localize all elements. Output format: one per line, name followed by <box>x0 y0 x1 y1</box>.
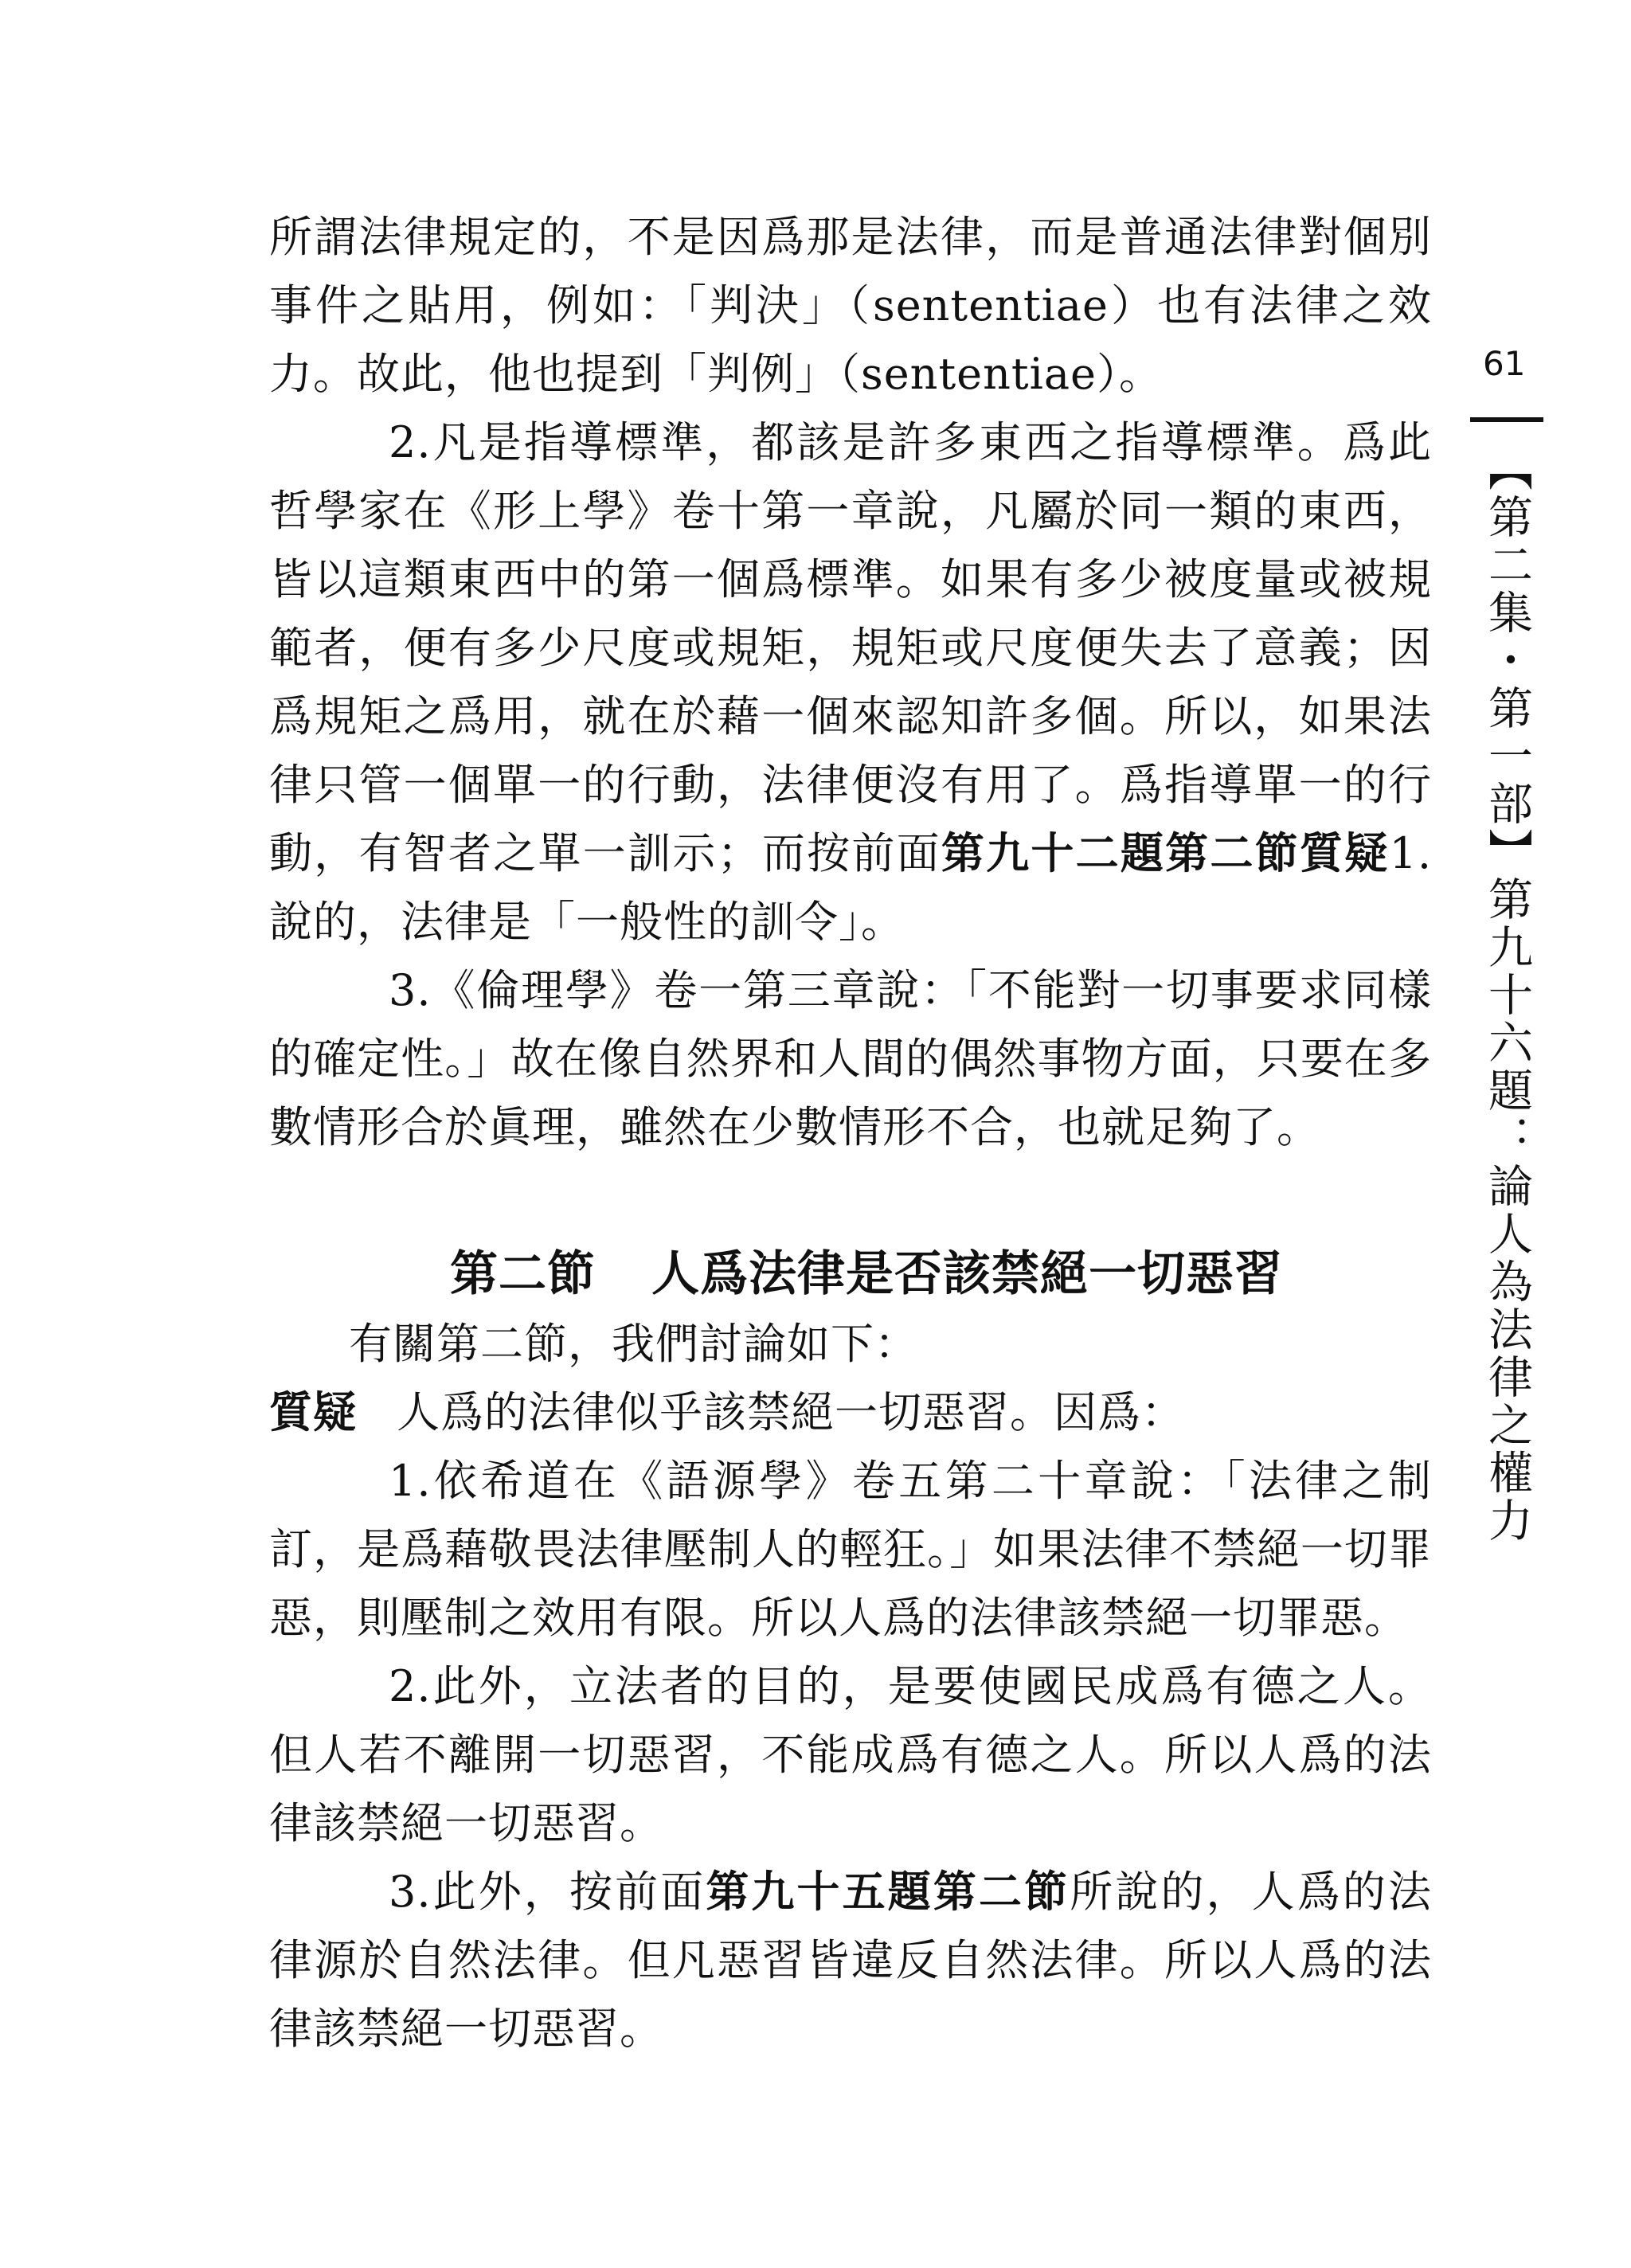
cross-reference-92-2: 第九十二題第二節質疑 <box>941 828 1390 878</box>
objection-2 <box>269 1652 1432 1858</box>
objection-lead-text: 人爲的法律似乎該禁絕一切惡習。因爲： <box>397 1387 1185 1437</box>
section-title: 人爲法律是否該禁絕一切惡習 <box>651 1246 1283 1302</box>
objection-3-text-b: 所說的，人爲的法律源於自然法律。但凡惡習皆違反自然法律。所以人爲的法律該禁絕一切惡習。 <box>269 1867 1433 2054</box>
objection-1 <box>269 1447 1432 1652</box>
body-text <box>269 203 1432 2063</box>
page-number: 61 <box>1483 344 1526 383</box>
objection-label: 質疑 <box>269 1387 357 1437</box>
running-head: 【第二集・第一部】第九十六題：論人為法律之權力 <box>1481 446 1533 1545</box>
objection-lead <box>269 1378 1432 1447</box>
paragraph-3 <box>269 956 1432 1162</box>
objection-3 <box>269 1858 1432 2063</box>
section-label: 第二節 <box>450 1246 596 1302</box>
paragraph-2-text-a: 2.凡是指導標準，都該是許多東西之指導標準。爲此哲學家在《形上學》卷十第一章說，凡屬於同一類的東西，皆以這類東西中的第一個爲標準。如果有多少被度量或被規範者，便有多少尺度或規矩，規矩或尺度便失去了意義；因爲規矩之爲用，就在於藉一個來認知許多個。所以，如果法律只管一個單一的行動，法律便沒有用了。爲指導單一的行動，有智者之單一訓示；而按前面 <box>269 417 1432 878</box>
paragraph-2 <box>269 409 1432 956</box>
section-heading <box>269 1238 1432 1310</box>
objection-3-text-a: 3.此外，按前面 <box>389 1867 706 1917</box>
paragraph-3-text: 3.《倫理學》卷一第三章說：「不能對一切事要求同樣的確定性。」故在像自然界和人間的偶然事物方面，只要在多數情形合於眞理，雖然在少數情形不合，也就足夠了。 <box>269 965 1432 1152</box>
paragraph-1-text: 所謂法律規定的，不是因爲那是法律，而是普通法律對個別事件之貼用，例如：「判決」（sententiae）也有法律之效力。故此，他也提到「判例」（sententiae）。 <box>269 212 1432 399</box>
section-intro <box>269 1310 1432 1378</box>
objection-1-text: 1.依希道在《語源學》卷五第二十章說：「法律之制訂，是爲藉敬畏法律壓制人的輕狂。」如果法律不禁絕一切罪惡，則壓制之效用有限。所以人爲的法律該禁絕一切罪惡。 <box>269 1456 1432 1643</box>
paragraph-1 <box>269 203 1432 409</box>
objection-2-text: 2.此外，立法者的目的，是要使國民成爲有德之人。但人若不離開一切惡習，不能成爲有德之人。所以人爲的法律該禁絕一切惡習。 <box>269 1661 1432 1848</box>
section-intro-text: 有關第二節，我們討論如下： <box>349 1319 918 1369</box>
header-rule <box>1470 417 1543 422</box>
cross-reference-95-2: 第九十五題第二節 <box>706 1867 1070 1917</box>
paragraph-2-text-b: 1.說的，法律是「一般性的訓令」。 <box>269 828 1433 947</box>
